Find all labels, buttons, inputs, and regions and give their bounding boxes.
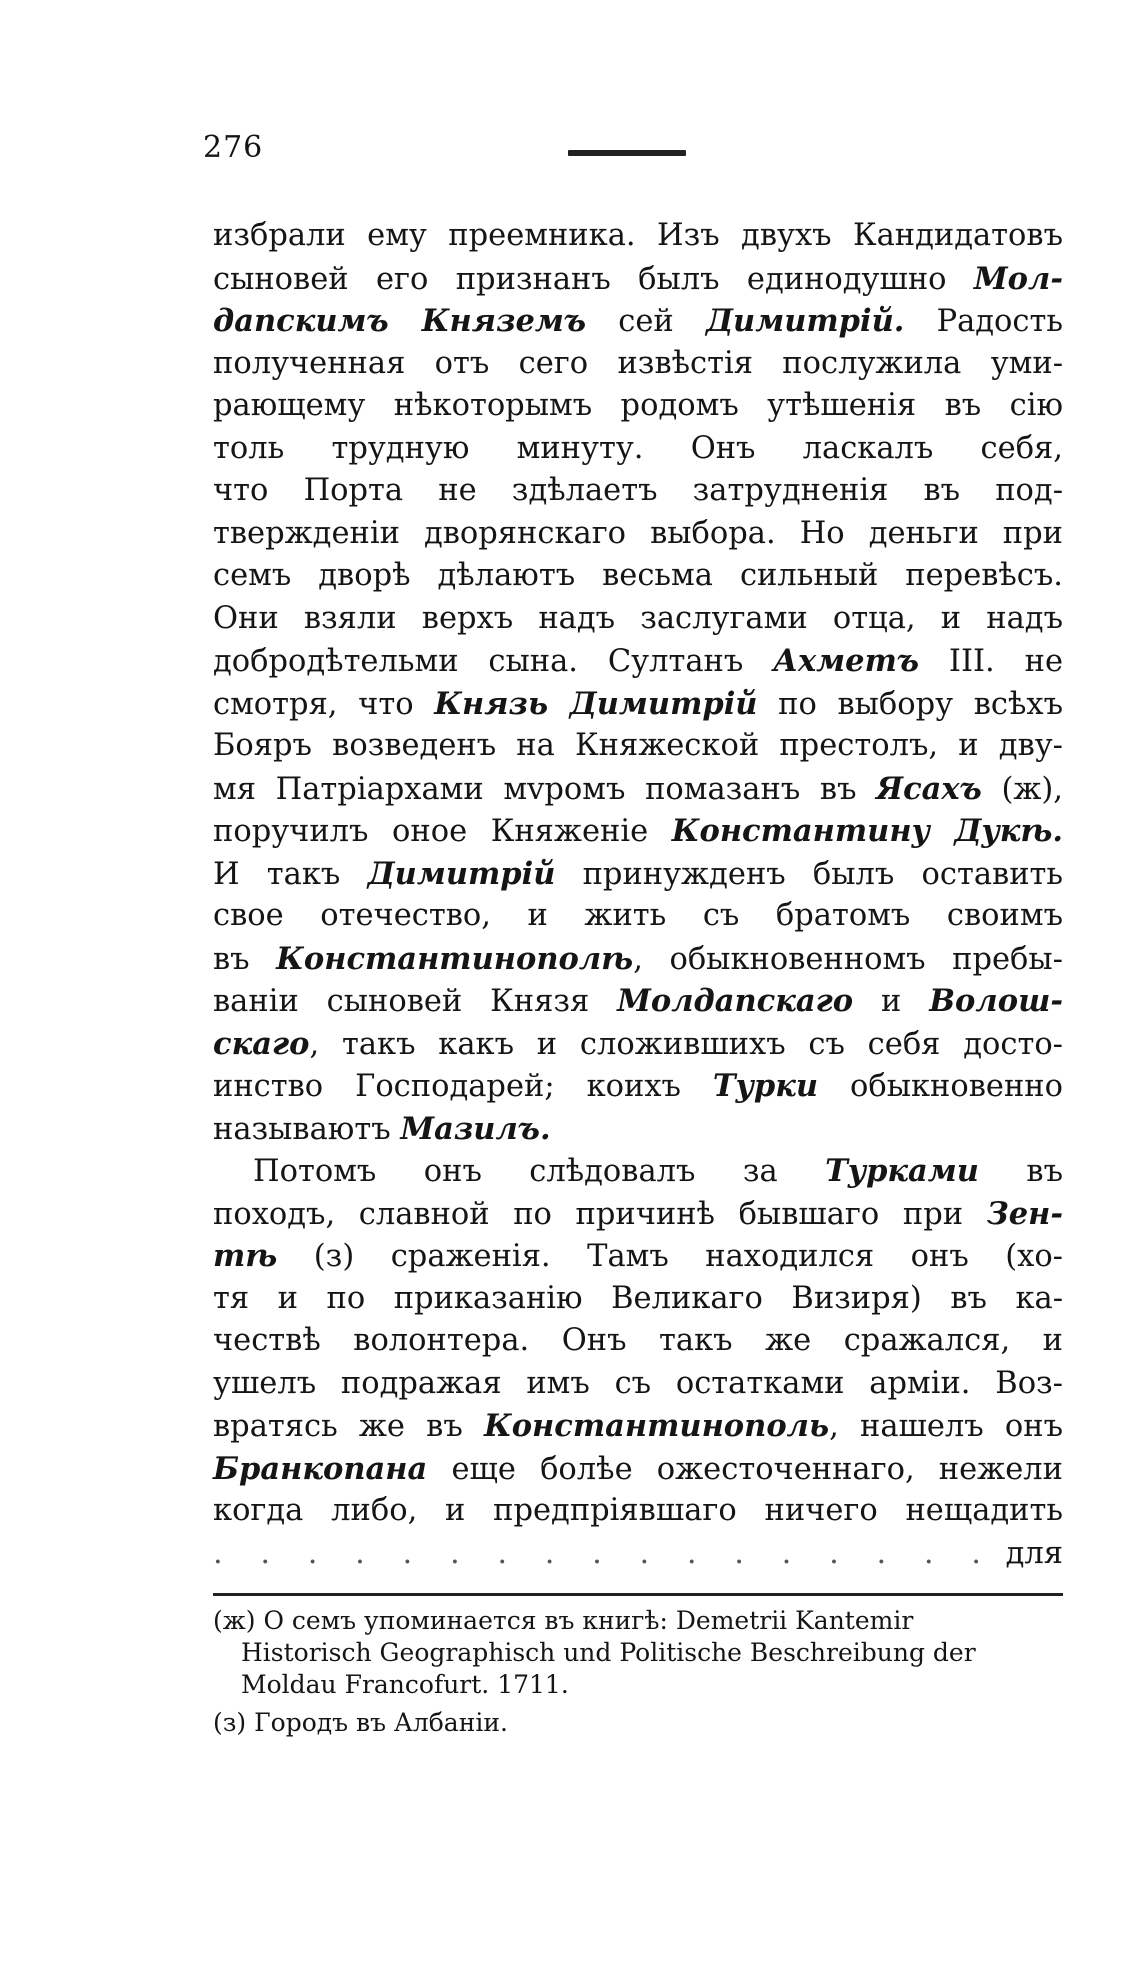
catchword: для <box>1005 1535 1063 1571</box>
text-line <box>213 1023 1063 1066</box>
page-header <box>203 130 1063 170</box>
text-segment: когда либо, и предпріявшаго ничего нещадить <box>213 1493 1063 1528</box>
emphasized-name: Волош- <box>929 983 1064 1019</box>
text-segment: Они взяли верхъ надъ заслугами отца, и надъ <box>213 600 1063 636</box>
text-segment: чествѣ волонтера. Онъ такъ же сражался, и <box>213 1323 1063 1358</box>
text-line <box>213 1320 1063 1363</box>
emphasized-name: Молдаnскаго <box>617 983 854 1019</box>
text-line <box>213 810 1063 853</box>
footnotes <box>213 1605 1063 1739</box>
text-line <box>213 598 1063 641</box>
text-segment: И такъ <box>213 856 368 892</box>
text-segment: сыновей его признанъ былъ единодушно <box>213 261 974 297</box>
emphasized-name: Бранкоnана <box>213 1450 428 1487</box>
emphasized-name: Турки <box>712 1068 819 1104</box>
text-line <box>213 1363 1063 1406</box>
text-segment: Радость <box>904 304 1063 339</box>
text-segment: толь трудную минуту. Онъ ласкалъ себя, <box>213 430 1063 466</box>
text-line <box>213 428 1063 471</box>
text-segment: въ <box>213 941 277 977</box>
text-line <box>213 1490 1063 1533</box>
text-line <box>213 1108 1063 1151</box>
text-segment: еще болѣе ожесточеннаго, нежели <box>427 1451 1063 1487</box>
emphasized-name: Константинополѣ <box>276 940 634 977</box>
text-segment: Бояръ возведенъ на Княжеской престолъ, и дву- <box>213 728 1063 763</box>
text-segment: въ <box>978 1154 1063 1189</box>
text-line <box>213 640 1063 683</box>
text-segment: ушелъ подражая имъ съ остатками арміи. Воз- <box>213 1365 1063 1401</box>
header-ornament-rule <box>568 150 686 156</box>
footnote-line: Historisch Geographisch und Politische Beschreibung der <box>241 1638 976 1667</box>
text-segment: , такъ какъ и сложившихъ съ себя досто- <box>309 1026 1063 1062</box>
text-line <box>213 725 1063 768</box>
emphasized-name: скаго <box>213 1025 310 1062</box>
emphasized-name: тѣ <box>213 1238 278 1274</box>
text-segment: вратясь же въ <box>213 1409 484 1444</box>
text-segment: смотря, что <box>213 686 435 722</box>
text-line <box>213 938 1063 981</box>
text-segment: называютъ <box>213 1111 401 1147</box>
footnote-separator <box>213 1593 1063 1596</box>
text-line <box>213 1193 1063 1236</box>
text-segment: сей <box>586 304 706 339</box>
text-line <box>213 300 1063 343</box>
text-line <box>213 1448 1063 1491</box>
text-line <box>213 853 1063 896</box>
text-segment: полученная отъ сего извѣстія послужила уми- <box>213 345 1063 381</box>
text-line <box>213 1405 1063 1448</box>
text-segment: поручилъ оное Княженіе <box>213 814 672 849</box>
text-segment: избрали ему преемника. Изъ двухъ Кандидатовъ <box>213 218 1063 253</box>
emphasized-name: Зен- <box>986 1195 1063 1232</box>
text-segment: тя и по приказанію Великаго Визиря) въ ка- <box>213 1280 1063 1316</box>
text-segment: рающему нѣкоторымъ родомъ утѣшенія въ сію <box>213 388 1063 423</box>
emphasized-name: Мазилъ. <box>400 1110 551 1147</box>
text-segment: инство Господарей; коихъ <box>213 1069 713 1104</box>
emphasized-name: Ахметъ <box>773 643 920 679</box>
text-line <box>213 1065 1063 1108</box>
text-segment: Потомъ онъ слѣдовалъ за <box>253 1154 826 1189</box>
text-segment: добродѣтельми сына. Султанъ <box>213 644 774 679</box>
emphasized-name: Константинополь <box>483 1408 830 1444</box>
text-line <box>213 980 1063 1023</box>
text-segment: свое отечество, и жить съ братомъ своимъ <box>213 898 1063 933</box>
text-segment: обыкновенно <box>818 1069 1063 1104</box>
text-line <box>213 215 1063 258</box>
text-line <box>213 1278 1063 1321</box>
text-segment: мя Патріархами мvромъ помазанъ въ <box>213 771 877 807</box>
faded-line: . . . . . . . . . . . . . . . . . для <box>213 1533 1063 1576</box>
page-number: 276 <box>203 130 264 165</box>
emphasized-name: Константину Дукѣ. <box>671 813 1063 849</box>
footnote-line: (ж) О семъ упоминается въ книгѣ: Demetrii Kantemir <box>213 1606 914 1635</box>
emphasized-name: даnскимъ Княземъ <box>213 303 587 339</box>
text-segment: , обыкновенномъ пребы- <box>633 941 1063 977</box>
text-line <box>213 768 1063 811</box>
text-segment: (ж), <box>981 771 1064 807</box>
text-line <box>213 513 1063 556</box>
text-segment: твержденіи дворянскаго выбора. Но деньги при <box>213 515 1063 551</box>
emphasized-name: Князь Димитрій <box>434 685 758 722</box>
footnote-line: Moldau Francofurt. 1711. <box>241 1670 569 1699</box>
text-line <box>213 385 1063 428</box>
text-line <box>213 470 1063 513</box>
text-line <box>213 895 1063 938</box>
text-segment: и <box>853 984 930 1019</box>
text-segment: (з) сраженія. Тамъ находился онъ (хо- <box>277 1239 1063 1274</box>
main-text <box>213 215 1063 1575</box>
text-segment: походъ, славной по причинѣ бывшаго при <box>213 1196 987 1232</box>
text-line <box>213 1150 1063 1193</box>
text-line <box>213 343 1063 386</box>
text-line <box>213 555 1063 598</box>
emphasized-name: Турками <box>825 1153 979 1189</box>
text-line <box>213 683 1063 726</box>
text-line <box>213 258 1063 301</box>
emphasized-name: Ясахъ <box>876 770 982 807</box>
emphasized-name: Димитрій <box>367 855 556 892</box>
text-segment: III. не <box>919 644 1063 679</box>
text-segment: семъ дворѣ дѣлаютъ весьма сильный перевѣсъ. <box>213 558 1063 593</box>
emphasized-name: Димитрій. <box>705 303 905 339</box>
text-segment: принужденъ былъ оставить <box>555 856 1064 892</box>
text-segment: , нашелъ онъ <box>829 1409 1063 1444</box>
text-segment: что Порта не здѣлаетъ затрудненія въ под- <box>213 473 1063 508</box>
footnote-line: (з) Городъ въ Албаніи. <box>213 1708 508 1737</box>
text-segment: по выбору всѣхъ <box>757 686 1064 722</box>
text-segment: ваніи сыновей Князя <box>213 984 618 1019</box>
text-line <box>213 1235 1063 1278</box>
emphasized-name: Мол- <box>973 260 1063 297</box>
